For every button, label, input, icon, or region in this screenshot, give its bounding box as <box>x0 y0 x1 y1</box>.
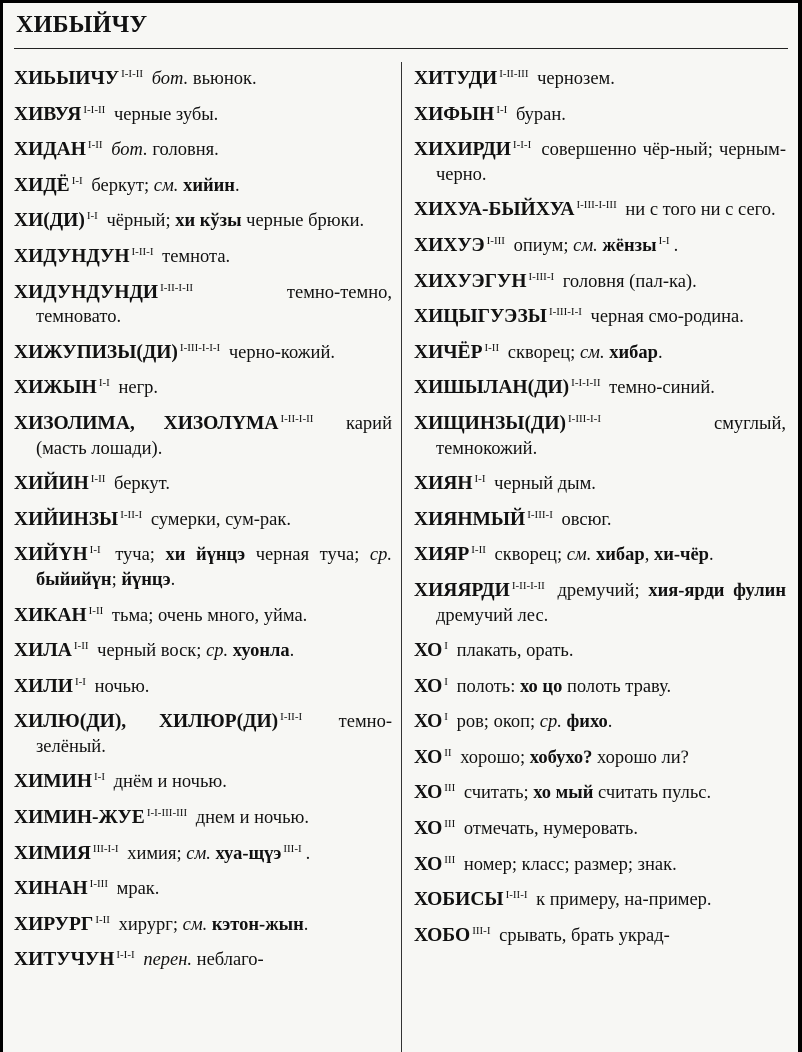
tone-marker: I-III <box>486 234 505 247</box>
dictionary-entry <box>414 336 786 366</box>
example-text: быйийүн <box>36 569 112 590</box>
dictionary-entry <box>414 98 786 128</box>
definition-text: . <box>170 569 176 590</box>
dictionary-entry <box>414 538 786 568</box>
tone-marker: I-II-I <box>120 508 143 521</box>
tone-marker: I-II <box>471 544 486 557</box>
tone-marker: I <box>444 640 448 653</box>
definition-text: вьюнок. <box>188 69 257 89</box>
entry-headword: ХИЛЮ(ДИ), ХИЛЮР(ДИ) <box>14 711 279 733</box>
dictionary-entry <box>414 848 786 878</box>
definition-text: считать пульс. <box>593 783 712 804</box>
tone-marker: I-II <box>88 604 104 617</box>
entry-headword: ХО <box>414 675 443 697</box>
example-text: хуонла <box>232 641 290 662</box>
dictionary-entry <box>414 193 786 223</box>
tone-marker: I <box>444 675 448 688</box>
definition-text: . <box>303 914 309 935</box>
dictionary-entry <box>14 98 392 128</box>
tone-marker: I-II <box>95 913 110 926</box>
definition-text: черные зубы. <box>109 104 219 125</box>
example-text: хо мый <box>533 783 594 804</box>
tone-marker: I-I <box>496 103 508 116</box>
definition-text: считать; <box>459 783 534 804</box>
entry-headword: ХИЬЫИЧУ <box>14 68 120 89</box>
abbreviation-text: см. <box>573 235 598 256</box>
entry-headword: ХИХУА-БЫЙХУА <box>414 199 575 221</box>
definition-text: ров; окоп; <box>451 712 540 733</box>
entry-headword: ХИХИРДИ <box>414 139 511 161</box>
abbreviation-text: см. <box>186 843 211 864</box>
entry-headword: ХИФЫН <box>414 103 495 125</box>
tone-marker: I-II-I <box>131 245 154 258</box>
entry-headword: ХО <box>414 640 443 662</box>
dictionary-entry <box>14 336 392 366</box>
example-text: хи-чёр <box>653 545 709 566</box>
entry-headword: ХИДЁ <box>14 174 70 196</box>
definition-text: сумерки, сум-рак. <box>146 509 292 530</box>
dictionary-entry <box>414 741 786 771</box>
tone-marker: I-III-I-I <box>548 306 582 319</box>
example-text: хо цо <box>520 676 563 697</box>
dictionary-entry <box>414 300 786 330</box>
entry-headword: ХИЯЯРДИ <box>414 579 510 601</box>
definition-text: темнота. <box>157 246 231 267</box>
definition-text: овсюг. <box>556 509 612 530</box>
definition-text: . <box>234 175 240 196</box>
entry-headword: ХИЗОЛИМА, ХИЗОЛҮМА <box>14 412 279 434</box>
example-text: хи йүнцэ <box>165 545 246 566</box>
tone-marker: I-II-I <box>505 889 528 902</box>
dictionary-entry <box>14 538 392 592</box>
entry-headword: ХИ(ДИ) <box>14 210 85 232</box>
example-text: хия-ярди фулин <box>648 580 787 601</box>
abbreviation-text: ср. <box>369 545 392 566</box>
dictionary-entry <box>414 812 786 842</box>
tone-marker: I-II <box>484 341 500 354</box>
definition-text: темно-синий. <box>604 378 715 399</box>
dictionary-entry <box>414 776 786 806</box>
definition-text: темно-зелёный. <box>36 712 392 757</box>
tone-marker: II <box>444 746 452 759</box>
tone-marker: I-III-I <box>528 270 555 283</box>
dictionary-entry <box>414 574 786 628</box>
example-text: хи кўзы <box>175 211 242 232</box>
dictionary-entry <box>14 943 392 973</box>
definition-text: дремучий; <box>548 580 649 601</box>
definition-text: совершенно чёр-ный; черным-черно. <box>436 140 786 185</box>
definition-text: смуглый, темнокожий. <box>436 413 786 459</box>
entry-headword: ХИКАН <box>14 604 87 626</box>
entry-headword: ХО <box>414 853 443 875</box>
tone-marker: I-I-I <box>512 139 532 152</box>
running-head: ХИБЫЙЧУ <box>16 12 148 38</box>
entry-headword: ХИЙҮН <box>14 544 88 566</box>
definition-text: ; <box>111 569 122 590</box>
entry-headword: ХИЖУПИЗЫ(ДИ) <box>14 341 178 363</box>
definition-text: . <box>305 843 311 864</box>
dictionary-entry <box>414 229 786 259</box>
dictionary-entry <box>14 801 392 831</box>
definition-text: негр. <box>113 378 159 399</box>
tone-marker: I-II-I <box>280 711 303 724</box>
entry-headword: ХО <box>414 711 443 733</box>
definition-text: головня (пал-ка). <box>558 271 697 292</box>
example-text: хуа-щүэ <box>215 843 282 864</box>
tone-marker: I-I <box>71 174 83 187</box>
definition-text: полоть: <box>451 676 520 697</box>
definition-text: беркут; <box>86 175 154 196</box>
entry-headword: ХИЦЫГУЭЗЫ <box>414 306 547 328</box>
tone-marker: I-I <box>86 210 98 223</box>
abbreviation-text: ср. <box>539 712 562 733</box>
entry-headword: ХИДУНДУНДИ <box>14 281 159 303</box>
tone-marker: III <box>444 853 456 866</box>
tone-marker: I-III <box>89 878 108 891</box>
definition-text: полоть траву. <box>562 676 672 697</box>
entry-headword: ХИЖЫН <box>14 377 97 399</box>
entry-headword: ХИДУНДУН <box>14 245 130 267</box>
definition-text: днём и ночью. <box>109 772 227 793</box>
definition-text: . <box>289 641 295 662</box>
dictionary-entry <box>14 407 392 461</box>
entry-headword: ХИТУЧУН <box>14 949 115 971</box>
dictionary-entry <box>14 872 392 902</box>
page-header <box>14 6 788 49</box>
entry-headword: ХИДАН <box>14 139 86 161</box>
tone-marker: III <box>444 782 456 795</box>
dictionary-entry <box>414 670 786 700</box>
definition-text: тьма; очень много, уйма. <box>107 605 308 626</box>
definition-text: темно-темно, темновато. <box>36 282 392 328</box>
dictionary-entry <box>14 169 392 199</box>
definition-text: ночью. <box>89 676 150 697</box>
definition-text: ни с того ни с сего. <box>620 200 776 221</box>
entry-headword: ХИЛИ <box>14 675 73 697</box>
dictionary-entry <box>14 634 392 664</box>
definition-text: чёрный; <box>101 211 176 232</box>
tone-marker: I-I-III-III <box>146 807 188 820</box>
example-text: хибар <box>596 545 645 566</box>
definition-text: чернозем. <box>532 69 615 89</box>
tone-marker: I-II-I-II <box>280 412 314 425</box>
tone-marker: I-II-III <box>499 68 529 80</box>
definition-text: черный дым. <box>489 474 596 495</box>
entry-headword: ХИМИН <box>14 771 92 793</box>
tone-marker: I-I <box>658 234 670 247</box>
entry-headword: ХИЙИНЗЫ <box>14 508 119 530</box>
tone-marker: I-I <box>74 675 86 688</box>
right-column <box>414 62 786 954</box>
definition-text: отмечать, нумеровать. <box>459 819 638 840</box>
definition-text: . <box>657 342 663 363</box>
tone-marker: I-III-I-I <box>568 412 601 425</box>
entry-headword: ХИТУДИ <box>414 68 498 89</box>
tone-marker: I-II-I-II <box>160 281 194 294</box>
definition-text: к примеру, на-пример. <box>531 890 712 911</box>
entry-headword: ХИЛА <box>14 640 72 662</box>
tone-marker: I-I <box>89 544 101 557</box>
definition-text: хорошо; <box>455 747 530 768</box>
abbreviation-text: бот. <box>151 69 189 89</box>
tone-marker: I-II <box>87 139 103 152</box>
definition-text: черный воск; <box>92 641 207 662</box>
tone-marker: III <box>444 818 456 831</box>
dictionary-entry <box>14 371 392 401</box>
example-text: фихо <box>566 712 608 733</box>
definition-text: дремучий лес. <box>436 605 549 626</box>
tone-marker: I-I <box>94 771 105 784</box>
example-text: кэтон-жын <box>211 914 304 935</box>
dictionary-entry <box>14 276 392 330</box>
tone-marker: I-II-I-II <box>511 579 545 592</box>
tone-marker: III-I-I <box>92 842 119 855</box>
dictionary-entry <box>14 240 392 270</box>
definition-text: черно-кожий. <box>224 342 335 363</box>
entry-headword: ХИЯНМЫЙ <box>414 508 526 530</box>
dictionary-entry <box>414 919 786 949</box>
tone-marker: III-I <box>283 842 302 855</box>
entry-headword: ХИЧЁР <box>414 341 483 363</box>
definition-text: , <box>644 545 654 566</box>
example-text: хийин <box>183 175 235 196</box>
dictionary-entry <box>414 371 786 401</box>
entry-headword: ХИШЫЛАН(ДИ) <box>414 377 570 399</box>
dictionary-entry <box>14 837 392 867</box>
entry-headword: ХИЯР <box>414 544 470 566</box>
definition-text: туча; <box>104 545 166 566</box>
dictionary-entry <box>414 133 786 187</box>
definition-text: карий (масть лошади). <box>36 413 392 459</box>
abbreviation-text: ср. <box>206 641 229 662</box>
entry-headword: ХО <box>414 746 443 768</box>
dictionary-entry <box>414 503 786 533</box>
dictionary-entry <box>14 133 392 163</box>
tone-marker: I-II <box>73 640 89 653</box>
abbreviation-text: см. <box>566 545 592 566</box>
entry-headword: ХИХУЭ <box>414 234 485 256</box>
tone-marker: I <box>444 711 448 724</box>
dictionary-entry <box>414 883 786 913</box>
example-text: хобухо? <box>529 747 593 768</box>
example-text: хибар <box>609 342 658 363</box>
dictionary-entry <box>414 407 786 461</box>
definition-text: номер; класс; размер; знак. <box>459 854 677 875</box>
definition-text: днем и ночью. <box>191 808 309 829</box>
tone-marker: I-III-I <box>527 508 553 521</box>
dictionary-entry <box>14 705 392 759</box>
definition-text: буран. <box>511 104 566 125</box>
entry-headword: ХИЙИН <box>14 473 89 495</box>
entry-headword: ХИНАН <box>14 878 88 900</box>
tone-marker: I-III-I-III <box>576 199 617 212</box>
entry-headword: ХОБИСЫ <box>414 889 504 911</box>
definition-text: . <box>607 712 613 733</box>
abbreviation-text: бот. <box>111 140 148 161</box>
definition-text: черные брюки. <box>241 211 365 232</box>
entry-headword: ХИВУЯ <box>14 103 82 125</box>
dictionary-entry <box>414 634 786 664</box>
left-column <box>14 62 392 979</box>
definition-text: . <box>708 545 714 566</box>
tone-marker: I-I <box>98 377 110 390</box>
dictionary-entry <box>414 265 786 295</box>
definition-text: неблаго- <box>192 950 264 971</box>
definition-text: . <box>673 235 679 256</box>
example-text: жёнзы <box>602 235 657 256</box>
dictionary-entry <box>414 467 786 497</box>
abbreviation-text: перен. <box>143 950 193 971</box>
definition-text: хирург; <box>113 914 183 935</box>
tone-marker: I-I-I <box>116 949 135 962</box>
example-text: йүнцэ <box>121 569 171 590</box>
abbreviation-text: см. <box>182 914 208 935</box>
definition-text: хорошо ли? <box>592 747 689 768</box>
dictionary-entry <box>14 204 392 234</box>
entry-headword: ХИХУЭГУН <box>414 270 527 292</box>
tone-marker: I-II <box>90 473 106 486</box>
definition-text: скворец; <box>489 545 567 566</box>
column-divider <box>401 62 402 1052</box>
dictionary-entry <box>14 503 392 533</box>
definition-text: беркут. <box>109 474 170 495</box>
definition-text: черная туча; <box>245 545 370 566</box>
entry-headword: ХИЩИНЗЫ(ДИ) <box>414 412 567 434</box>
entry-headword: ХИМИЯ <box>14 842 91 864</box>
entry-headword: ХИРУРГ <box>14 913 94 935</box>
abbreviation-text: см. <box>153 175 179 196</box>
dictionary-entry <box>14 599 392 629</box>
definition-text: скворец; <box>503 342 580 363</box>
abbreviation-text: см. <box>579 342 605 363</box>
definition-text: плакать, орать. <box>451 641 574 662</box>
dictionary-entry <box>414 705 786 735</box>
definition-text: мрак. <box>112 879 160 900</box>
tone-marker: I-I-II <box>83 103 106 116</box>
definition-text: опиум; <box>508 235 574 256</box>
entry-headword: ХИМИН-ЖУЕ <box>14 807 145 829</box>
tone-marker: I-I-II <box>121 68 144 80</box>
definition-text: химия; <box>122 843 187 864</box>
definition-text: черная смо-родина. <box>585 307 744 328</box>
entry-headword: ХО <box>414 782 443 804</box>
entry-headword: ХИЯН <box>414 473 473 495</box>
tone-marker: I-I <box>474 473 486 486</box>
entry-headword: ХО <box>414 818 443 840</box>
dictionary-entry <box>14 765 392 795</box>
tone-marker: I-I-I-II <box>571 377 601 390</box>
dictionary-entry <box>14 62 392 92</box>
dictionary-entry <box>14 467 392 497</box>
dictionary-entry <box>14 670 392 700</box>
definition-text: головня. <box>147 140 219 161</box>
definition-text: срывать, брать украд- <box>494 925 670 946</box>
entry-headword: ХОБО <box>414 924 471 946</box>
tone-marker: III-I <box>472 924 491 937</box>
dictionary-entry <box>14 908 392 938</box>
dictionary-entry <box>414 62 786 92</box>
tone-marker: I-III-I-I-I <box>179 341 221 354</box>
